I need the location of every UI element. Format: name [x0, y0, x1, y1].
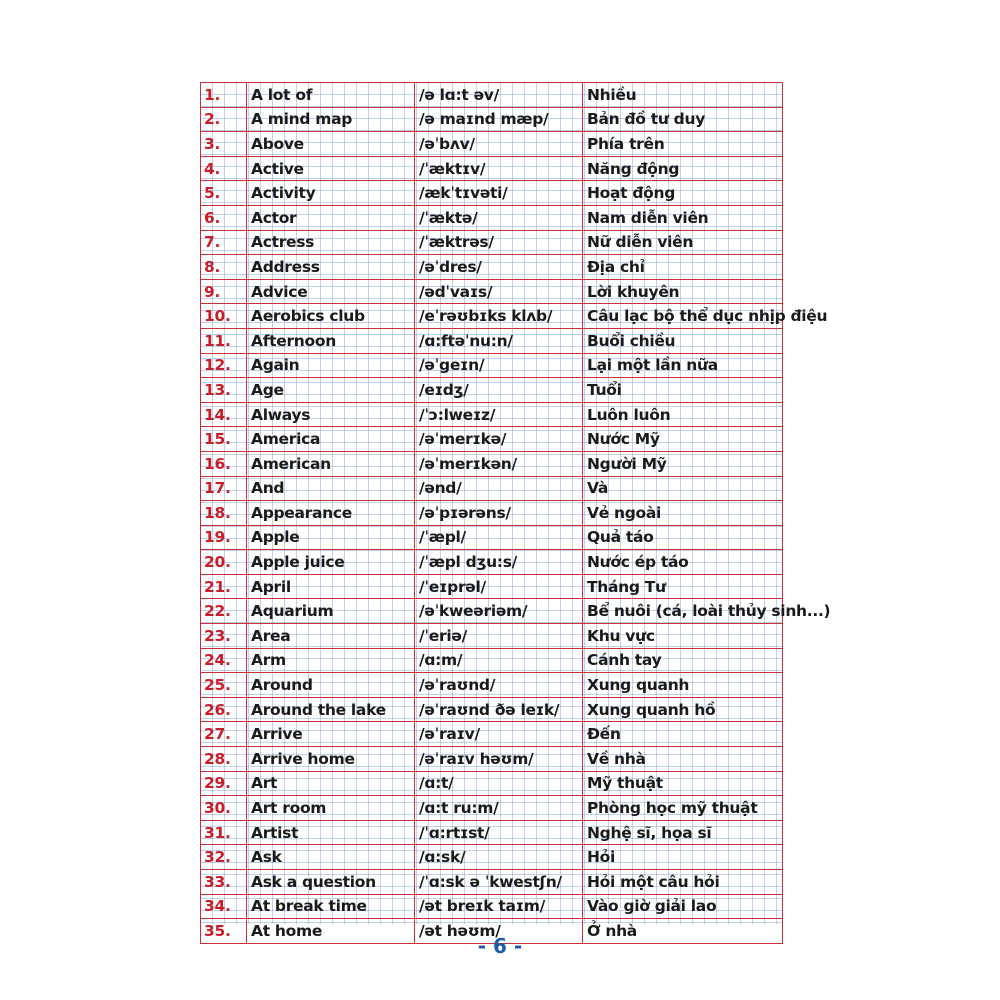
table-row: [201, 279, 783, 304]
english-word: American: [247, 451, 415, 476]
row-number: 5.: [201, 181, 247, 206]
vietnamese-meaning: Xung quanh: [583, 673, 783, 698]
row-number: 30.: [201, 796, 247, 821]
english-word: Aquarium: [247, 599, 415, 624]
ipa-transcription: /ˈeriə/: [415, 624, 583, 649]
english-word: Aerobics club: [247, 304, 415, 329]
table-row: [201, 181, 783, 206]
ipa-transcription: /əˈraɪv həʊm/: [415, 747, 583, 772]
row-number: 14.: [201, 402, 247, 427]
vietnamese-meaning: Bản đồ tư duy: [583, 107, 783, 132]
table-row: [201, 230, 783, 255]
vietnamese-meaning: Năng động: [583, 156, 783, 181]
row-number: 16.: [201, 451, 247, 476]
english-word: Apple juice: [247, 550, 415, 575]
vietnamese-meaning: Đến: [583, 722, 783, 747]
table-row: [201, 328, 783, 353]
ipa-transcription: /ət həʊm/: [415, 919, 583, 944]
row-number: 20.: [201, 550, 247, 575]
vietnamese-meaning: Buổi chiều: [583, 328, 783, 353]
english-word: Above: [247, 132, 415, 157]
ipa-transcription: /eɪdʒ/: [415, 378, 583, 403]
vietnamese-meaning: Người Mỹ: [583, 451, 783, 476]
vocabulary-table-body: [201, 83, 831, 944]
vietnamese-meaning: Mỹ thuật: [583, 771, 783, 796]
row-number: 2.: [201, 107, 247, 132]
ipa-transcription: /ə maɪnd mæp/: [415, 107, 583, 132]
row-number: 19.: [201, 525, 247, 550]
vietnamese-meaning: Tháng Tư: [583, 574, 783, 599]
table-row: [201, 501, 783, 526]
table-row: [201, 747, 783, 772]
row-number: 1.: [201, 83, 247, 108]
row-number: 25.: [201, 673, 247, 698]
english-word: America: [247, 427, 415, 452]
row-number: 23.: [201, 624, 247, 649]
vietnamese-meaning: Luôn luôn: [583, 402, 783, 427]
table-row: [201, 451, 783, 476]
vietnamese-meaning: Vẻ ngoài: [583, 501, 783, 526]
vocabulary-table: [200, 82, 831, 944]
ipa-transcription: /ˈæpl dʒu:s/: [415, 550, 583, 575]
ipa-transcription: /ˈɑ:sk ə ˈkwestʃn/: [415, 870, 583, 895]
row-number: 9.: [201, 279, 247, 304]
vietnamese-meaning: Ở nhà: [583, 919, 783, 944]
english-word: Active: [247, 156, 415, 181]
ipa-transcription: /ˈɔ:lweɪz/: [415, 402, 583, 427]
english-word: Actress: [247, 230, 415, 255]
english-word: Ask: [247, 845, 415, 870]
ipa-transcription: /ənd/: [415, 476, 583, 501]
row-number: 22.: [201, 599, 247, 624]
ipa-transcription: /eˈrəʊbɪks klʌb/: [415, 304, 583, 329]
table-row: [201, 402, 783, 427]
vietnamese-meaning: Vào giờ giải lao: [583, 894, 783, 919]
english-word: Advice: [247, 279, 415, 304]
english-word: Arrive home: [247, 747, 415, 772]
english-word: Apple: [247, 525, 415, 550]
table-row: [201, 550, 783, 575]
table-row: [201, 894, 783, 919]
table-row: [201, 83, 783, 108]
table-row: [201, 304, 783, 329]
vietnamese-meaning: Bể nuôi (cá, loài thủy sinh...): [583, 599, 783, 624]
english-word: Afternoon: [247, 328, 415, 353]
vietnamese-meaning: Nam diễn viên: [583, 205, 783, 230]
ipa-transcription: /ɑ:sk/: [415, 845, 583, 870]
table-row: [201, 255, 783, 280]
row-number: 4.: [201, 156, 247, 181]
row-number: 24.: [201, 648, 247, 673]
ipa-transcription: /ˈæktə/: [415, 205, 583, 230]
ipa-transcription: /əˈbʌv/: [415, 132, 583, 157]
vietnamese-meaning: Lời khuyên: [583, 279, 783, 304]
ipa-transcription: /ət breɪk taɪm/: [415, 894, 583, 919]
table-row: [201, 820, 783, 845]
english-word: Around: [247, 673, 415, 698]
ipa-transcription: /əˈpɪərəns/: [415, 501, 583, 526]
english-word: Again: [247, 353, 415, 378]
ipa-transcription: /ˈæktɪv/: [415, 156, 583, 181]
english-word: A mind map: [247, 107, 415, 132]
english-word: At break time: [247, 894, 415, 919]
row-number: 21.: [201, 574, 247, 599]
vietnamese-meaning: Nước Mỹ: [583, 427, 783, 452]
table-row: [201, 599, 783, 624]
row-number: 29.: [201, 771, 247, 796]
english-word: Artist: [247, 820, 415, 845]
vietnamese-meaning: Nữ diễn viên: [583, 230, 783, 255]
row-number: 17.: [201, 476, 247, 501]
ipa-transcription: /əˈdres/: [415, 255, 583, 280]
table-row: [201, 796, 783, 821]
vietnamese-meaning: Địa chỉ: [583, 255, 783, 280]
table-row: [201, 574, 783, 599]
english-word: Always: [247, 402, 415, 427]
vocabulary-sheet: [200, 82, 831, 940]
english-word: Appearance: [247, 501, 415, 526]
ipa-transcription: /ækˈtɪvəti/: [415, 181, 583, 206]
ipa-transcription: /ə lɑ:t əv/: [415, 83, 583, 108]
ipa-transcription: /ˈeɪprəl/: [415, 574, 583, 599]
table-row: [201, 648, 783, 673]
ipa-transcription: /ɑ:t ru:m/: [415, 796, 583, 821]
table-row: [201, 427, 783, 452]
english-word: And: [247, 476, 415, 501]
ipa-transcription: /əˈraʊnd ðə leɪk/: [415, 697, 583, 722]
english-word: Art: [247, 771, 415, 796]
english-word: April: [247, 574, 415, 599]
table-row: [201, 722, 783, 747]
row-number: 13.: [201, 378, 247, 403]
row-number: 6.: [201, 205, 247, 230]
ipa-transcription: /əˈmerɪkə/: [415, 427, 583, 452]
table-row: [201, 132, 783, 157]
table-row: [201, 697, 783, 722]
row-number: 32.: [201, 845, 247, 870]
english-word: Around the lake: [247, 697, 415, 722]
table-row: [201, 771, 783, 796]
vietnamese-meaning: Khu vực: [583, 624, 783, 649]
vietnamese-meaning: Nước ép táo: [583, 550, 783, 575]
english-word: Activity: [247, 181, 415, 206]
ipa-transcription: /əˈraɪv/: [415, 722, 583, 747]
ipa-transcription: /ˈæpl/: [415, 525, 583, 550]
row-number: 12.: [201, 353, 247, 378]
vietnamese-meaning: Về nhà: [583, 747, 783, 772]
english-word: Age: [247, 378, 415, 403]
vietnamese-meaning: Nghệ sĩ, họa sĩ: [583, 820, 783, 845]
ipa-transcription: /ˈɑ:rtɪst/: [415, 820, 583, 845]
vietnamese-meaning: Hoạt động: [583, 181, 783, 206]
row-number: 10.: [201, 304, 247, 329]
row-number: 15.: [201, 427, 247, 452]
vietnamese-meaning: Quả táo: [583, 525, 783, 550]
vietnamese-meaning: Xung quanh hồ: [583, 697, 783, 722]
ipa-transcription: /ɑ:m/: [415, 648, 583, 673]
ipa-transcription: /ɑ:ftəˈnu:n/: [415, 328, 583, 353]
english-word: At home: [247, 919, 415, 944]
vietnamese-meaning: Câu lạc bộ thể dục nhịp điệu: [583, 304, 783, 329]
row-number: 35.: [201, 919, 247, 944]
ipa-transcription: /ˈæktrəs/: [415, 230, 583, 255]
vietnamese-meaning: Và: [583, 476, 783, 501]
english-word: Art room: [247, 796, 415, 821]
table-row: [201, 353, 783, 378]
vietnamese-meaning: Cánh tay: [583, 648, 783, 673]
english-word: Arrive: [247, 722, 415, 747]
table-row: [201, 205, 783, 230]
ipa-transcription: /ɑ:t/: [415, 771, 583, 796]
row-number: 11.: [201, 328, 247, 353]
vietnamese-meaning: Hỏi: [583, 845, 783, 870]
vietnamese-meaning: Lại một lần nữa: [583, 353, 783, 378]
ipa-transcription: /əˈkweəriəm/: [415, 599, 583, 624]
table-row: [201, 845, 783, 870]
table-row: [201, 476, 783, 501]
row-number: 33.: [201, 870, 247, 895]
english-word: Actor: [247, 205, 415, 230]
vietnamese-meaning: Phòng học mỹ thuật: [583, 796, 783, 821]
ipa-transcription: /əˈraʊnd/: [415, 673, 583, 698]
row-number: 28.: [201, 747, 247, 772]
ipa-transcription: /ədˈvaɪs/: [415, 279, 583, 304]
table-row: [201, 378, 783, 403]
row-number: 3.: [201, 132, 247, 157]
row-number: 34.: [201, 894, 247, 919]
ipa-transcription: /əˈmerɪkən/: [415, 451, 583, 476]
table-row: [201, 107, 783, 132]
vietnamese-meaning: Tuổi: [583, 378, 783, 403]
row-number: 27.: [201, 722, 247, 747]
vietnamese-meaning: Hỏi một câu hỏi: [583, 870, 783, 895]
row-number: 26.: [201, 697, 247, 722]
row-number: 18.: [201, 501, 247, 526]
table-row: [201, 673, 783, 698]
row-number: 7.: [201, 230, 247, 255]
vietnamese-meaning: Phía trên: [583, 132, 783, 157]
table-row: [201, 156, 783, 181]
ipa-transcription: /əˈgeɪn/: [415, 353, 583, 378]
english-word: A lot of: [247, 83, 415, 108]
row-number: 8.: [201, 255, 247, 280]
english-word: Arm: [247, 648, 415, 673]
vietnamese-meaning: Nhiều: [583, 83, 783, 108]
english-word: Ask a question: [247, 870, 415, 895]
page-number: - 6 -: [477, 934, 523, 958]
row-number: 31.: [201, 820, 247, 845]
table-row: [201, 624, 783, 649]
english-word: Area: [247, 624, 415, 649]
english-word: Address: [247, 255, 415, 280]
table-row: [201, 525, 783, 550]
table-row: [201, 870, 783, 895]
